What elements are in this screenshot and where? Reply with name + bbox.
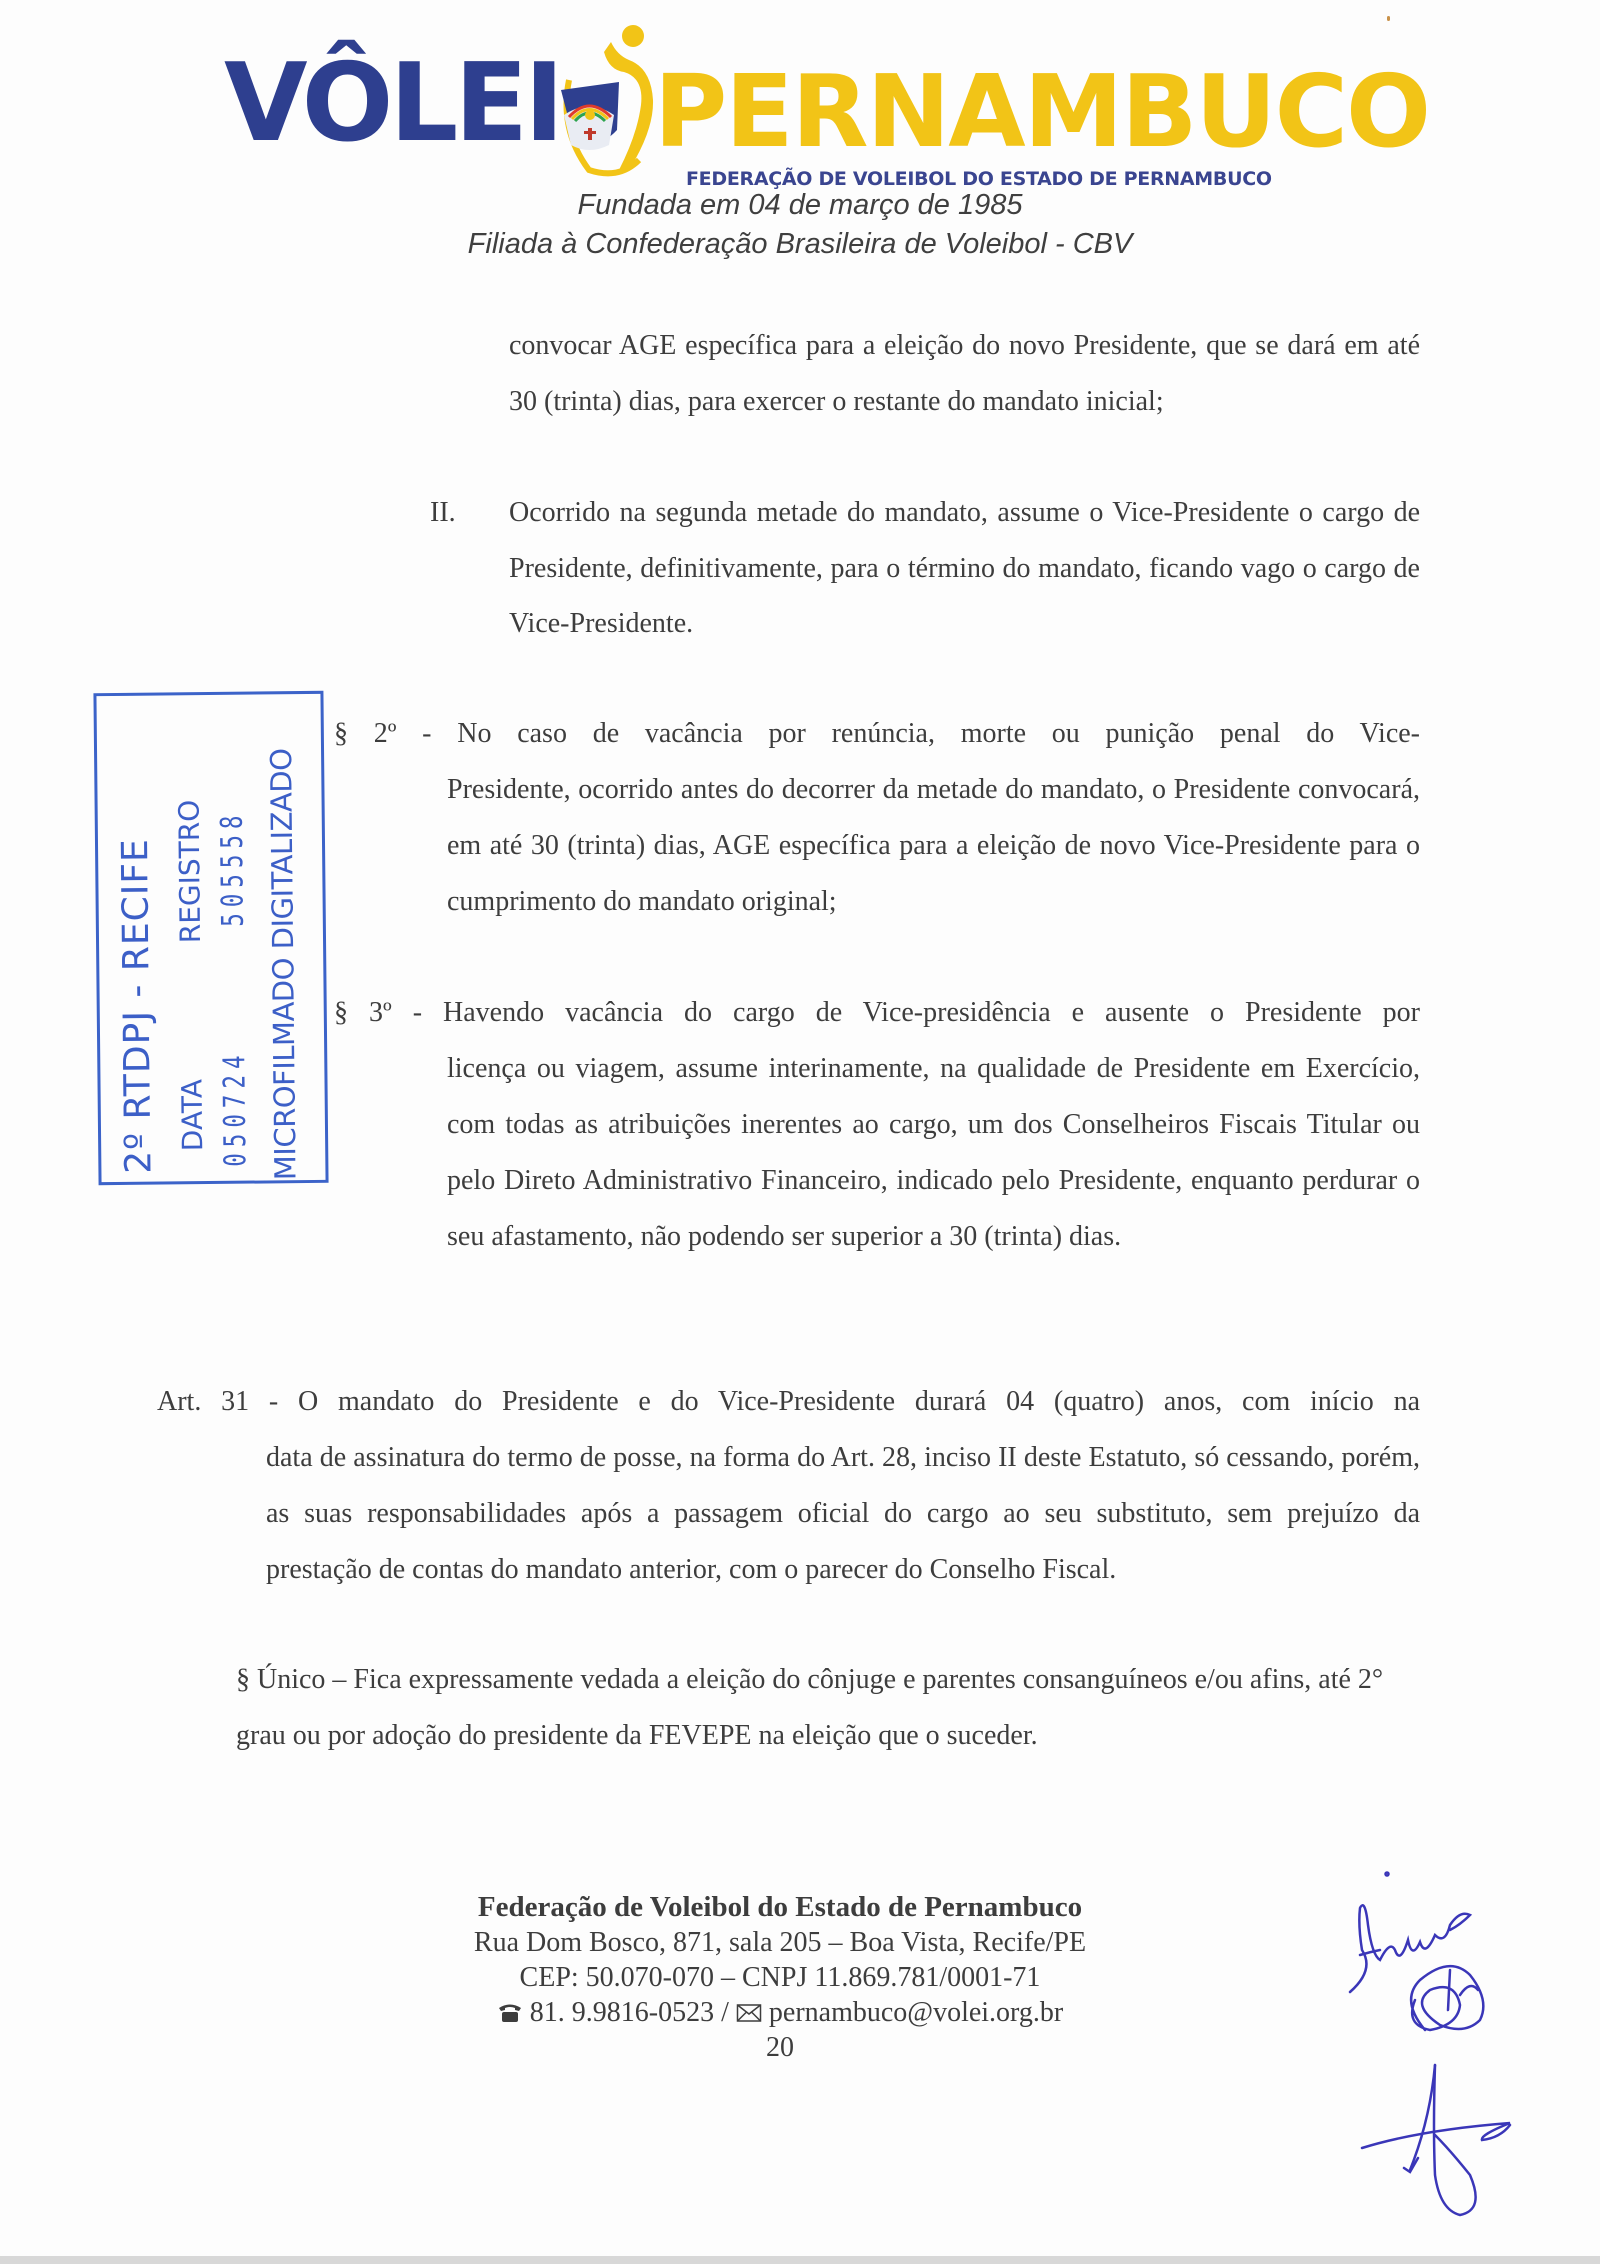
- stamp-registry-label: REGISTRO: [172, 799, 208, 944]
- logo-volei-text: VÔLEI: [224, 41, 561, 166]
- article-31: [157, 1374, 1420, 1598]
- footer-org-name: Federação de Voleibol do Estado de Pernambuco: [477, 1891, 1083, 1923]
- paragraph-2-first-line: § 2º - No caso de vacância por renúncia, morte ou punição penal do Vice-: [334, 718, 1420, 749]
- logo-pernambuco-text: PERNAMBUCO: [654, 53, 1430, 170]
- stamp-registry-value: 505558: [214, 809, 251, 927]
- stamp-date-label: DATA: [175, 1078, 210, 1152]
- signature-3: [1362, 2065, 1510, 2215]
- continuation-paragraph: [509, 318, 1420, 429]
- phone-icon: [497, 2001, 523, 2023]
- footer-email[interactable]: pernambuco@volei.org.br: [768, 1997, 1064, 2028]
- stamp-title: 2º RTDPJ - RECIFE: [114, 837, 160, 1174]
- item-numeral: II.: [430, 497, 456, 528]
- registry-stamp: [93, 691, 328, 1185]
- sole-paragraph-text: § Único – Fica expressamente vedada a eleição do cônjuge e parentes consanguíneos e/ou afins, até 2° grau ou por adoção do presidente da FEVEPE na eleição que o suceder.: [236, 1664, 1384, 1751]
- footer-separator: /: [721, 1997, 729, 2028]
- signature-2: [1411, 1966, 1483, 2030]
- footer-contact: [400, 1995, 1160, 2030]
- paragraph-3: [334, 985, 1420, 1265]
- signature-1: [1350, 1873, 1470, 1993]
- article-31-text: data de assinatura do termo de posse, na forma do Art. 28, inciso II deste Estatuto, só cessando, porém, as suas responsabilidades após a passagem oficial do cargo ao seu substituto, sem prejuízo da prestação de contas do mandato anterior, com o parecer do Conselho Fiscal.: [266, 1442, 1420, 1585]
- page-number: 20: [766, 2032, 794, 2063]
- sole-paragraph: [236, 1652, 1422, 1764]
- signatures: [1300, 1830, 1600, 2250]
- footer-address: Rua Dom Bosco, 871, sala 205 – Boa Vista, Recife/PE: [473, 1927, 1087, 1958]
- envelope-icon: [736, 2003, 762, 2023]
- letterhead-footer: [400, 1890, 1160, 2065]
- founded-line: Fundada em 04 de março de 1985: [577, 189, 1023, 221]
- logo-subtitle: FEDERAÇÃO DE VOLEIBOL DO ESTADO DE PERNAMBUCO: [686, 168, 1272, 190]
- item-ii-paragraph: [509, 485, 1420, 652]
- paragraph-3-first-line: § 3º - Havendo vacância do cargo de Vice-presidência e ausente o Presidente por: [334, 997, 1420, 1028]
- paragraph-2: [334, 706, 1420, 930]
- continuation-text: convocar AGE específica para a eleição do novo Presidente, que se dará em até 30 (trinta) dias, para exercer o restante do mandato inicial;: [509, 330, 1420, 417]
- footer-cep-cnpj: CEP: 50.070-070 – CNPJ 11.869.781/0001-71: [519, 1962, 1041, 1993]
- volleyball-player-emblem-icon: [549, 20, 669, 180]
- affiliation-line: Filiada à Confederação Brasileira de Voleibol - CBV: [467, 228, 1133, 260]
- federation-logo: [224, 20, 1430, 195]
- paragraph-2-text: Presidente, ocorrido antes do decorrer da metade do mandato, o Presidente convocará, em até 30 (trinta) dias, AGE específica para a eleição de novo Vice-Presidente para o cumprimento do mandato original;: [447, 774, 1420, 917]
- footer-phone: 81. 9.9816-0523: [529, 1997, 715, 2028]
- stamp-date-value: 050724: [217, 1049, 254, 1167]
- item-ii-text: Ocorrido na segunda metade do mandato, assume o Vice-Presidente o cargo de Presidente, definitivamente, para o término do mandato, ficando vago o cargo de Vice-Presidente.: [509, 497, 1420, 639]
- ink-speck: [1387, 16, 1390, 21]
- scan-edge: [0, 2256, 1600, 2264]
- stamp-footer: MICROFILMADO DIGITALIZADO: [264, 748, 303, 1181]
- article-31-first-line: Art. 31 - O mandato do Presidente e do Vice-Presidente durará 04 (quatro) anos, com início na: [157, 1386, 1420, 1417]
- paragraph-3-text: licença ou viagem, assume interinamente, na qualidade de Presidente em Exercício, com todas as atribuições inerentes ao cargo, um dos Conselheiros Fiscais Titular ou pelo Direto Administrativo Financeiro, indicado pelo Presidente, enquanto perdurar o seu afastamento, não podendo ser superior a 30 (trinta) dias.: [447, 1053, 1420, 1252]
